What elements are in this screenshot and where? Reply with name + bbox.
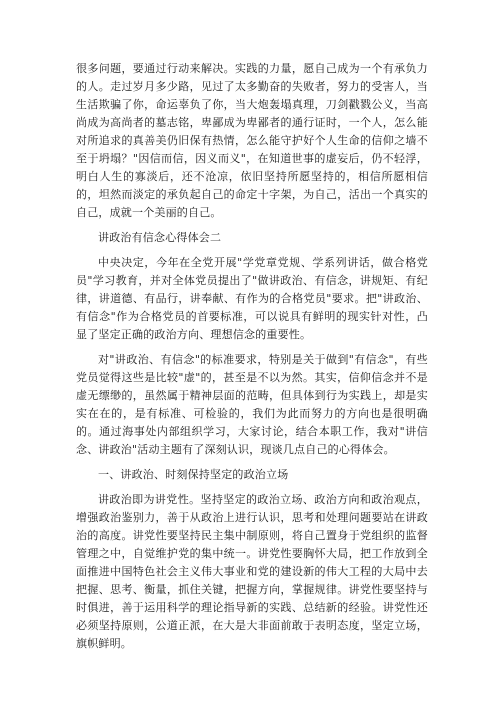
- section-heading-one: 一、讲政治、时刻保持坚定的政治立场: [98, 468, 289, 481]
- section-title: 讲政治有信念心得体会二: [98, 231, 222, 244]
- paragraph-standard-requirements: 对"讲政治、有信念"的标准要求，特别是关于做到"有信念"，有些党员觉得这些是比较"虚"的，甚至是不以为然。其实，信仰信念并不是虚无缥缈的，虽然属于精神层面的范畴，但具体到行为实践上，却是实实在在的，是有标准、可检验的，我们为此而努力的方向也是很明确的。通过海事处内部组织学习，大家讨论，结合本职工作，我对"讲信念、讲政治"活动主题有了深刻认识，现谈几点自己的心得体会。: [76, 353, 428, 456]
- document-body: [76, 60, 428, 653]
- paragraph-central-decision: 中央决定，今年在全党开展"学党章党规、学系列讲话，做合格党员"学习教育，并对全体党员提出了"做讲政治、有信念，讲规矩、有纪律，讲道德、有品行，讲奉献、有作为的合格党员"要求。把"讲政治、有信念"作为合格党员的首要标准，可以说具有鲜明的现实针对性，凸显了坚定正确的政治方向、理想信念的重要性。: [76, 256, 428, 341]
- paragraph-party-spirit: 讲政治即为讲党性。坚持坚定的政治立场、政治方向和政治观点，增强政治鉴别力，善于从政治上进行认识，思考和处理问题要站在讲政治的高度。讲党性要坚持民主集中制原则，将自己置身于党组织的监督管理之中，自觉维护党的集中统一。讲党性要胸怀大局，把工作放到全面推进中国特色社会主义伟大事业和党的建设新的伟大工程的大局中去把握、思考、衡量，抓住关键，把握方向，掌握规律。讲党性要坚持与时俱进，善于运用科学的理论指导新的实践、总结新的经验。讲党性还必须坚持原则，公道正派，在大是大非面前敢于表明态度，坚定立场，旗帜鲜明。: [76, 493, 428, 650]
- paragraph-intro: 很多问题，要通过行动来解决。实践的力量，愿自己成为一个有承负力的人。走过岁月多少路，见过了太多勤奋的失败者，努力的受害人，当生活欺骗了你，命运辜负了你，当大炮轰塌真理，刀剑戳戮公义，当高尚成为高尚者的墓志铭，卑鄙成为卑鄙者的通行证时，一个人，怎么能对所追求的真善美仍旧保有热情，怎么能守护好个人生命的信仰之墙不至于坍塌？"因信而信，因义而义"，在知道世事的虚妄后，仍不轻浮，明白人生的寡淡后，还不沧凉，依旧坚持所愿坚持的，相信所愿相信的，坦然而淡定的承负起自己的命定十字架，为自己，活出一个真实的自己，成就一个美丽的自己。: [76, 62, 428, 219]
